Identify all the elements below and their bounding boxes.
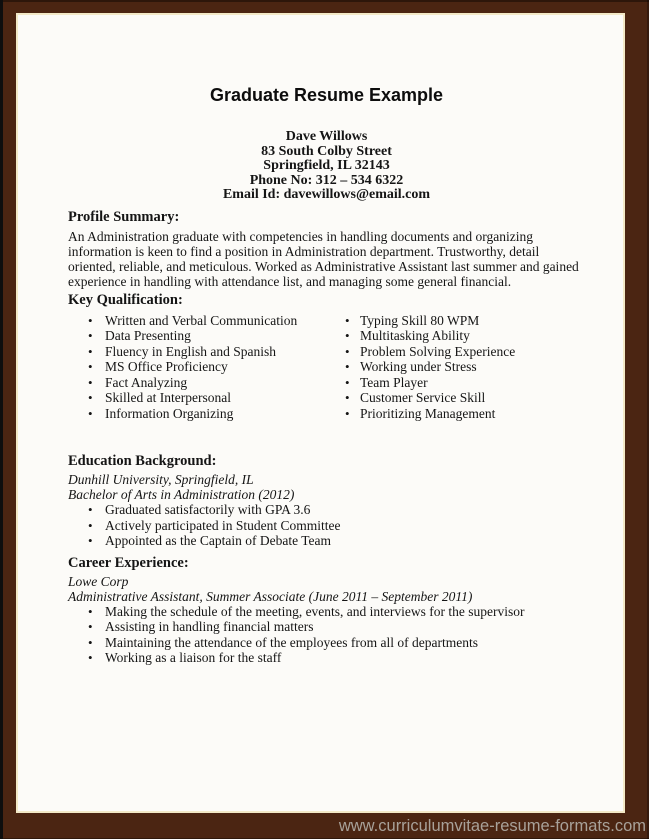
bullet-icon: • (88, 533, 93, 548)
list-item (345, 344, 585, 360)
education-school: Dunhill University, Springfield, IL (68, 472, 254, 487)
bullet-icon: • (88, 405, 93, 421)
list-item-text: Working as a liaison for the staff (105, 650, 282, 665)
contact-street: 83 South Colby Street (261, 143, 392, 159)
list-item-text: Skilled at Interpersonal (105, 390, 231, 405)
bullet-icon: • (345, 312, 350, 328)
list-item-text: Typing Skill 80 WPM (360, 312, 480, 328)
list-item-text: Customer Service Skill (360, 390, 486, 405)
list-item-text: Data Presenting (105, 328, 191, 343)
list-item (345, 359, 585, 375)
bullet-icon: • (88, 619, 93, 634)
career-list (68, 604, 585, 666)
list-item (68, 650, 585, 666)
contact-name: Dave Willows (285, 129, 368, 144)
list-item (345, 406, 585, 422)
list-item-text: Actively participated in Student Committee (105, 517, 341, 533)
list-item (68, 359, 345, 375)
bullet-icon: • (88, 634, 93, 650)
list-item (68, 533, 585, 549)
list-item-text: Working under Stress (360, 359, 477, 374)
list-item (345, 375, 585, 391)
section-heading-key-qualification: Key Qualification: (68, 291, 183, 308)
bullet-icon: • (345, 390, 350, 405)
list-item (68, 313, 345, 329)
education-details (68, 472, 585, 502)
contact-phone: Phone No: 312 – 534 6322 (249, 172, 404, 188)
bullet-icon: • (88, 359, 93, 374)
list-item-text: Written and Verbal Communication (105, 312, 298, 328)
list-item (68, 406, 345, 422)
list-item-text: Appointed as the Captain of Debate Team (105, 533, 331, 548)
qualification-list-right (345, 313, 585, 422)
profile-summary-text: An Administration graduate with competencies in handling documents and organizing information is keen to find a position in Administration department. Trustworthy, detail oriented, reliable, and meticulous. Worked as Administrative Assistant last summer and gained experience in handling with attendance list, and managing some general financial. (68, 228, 579, 289)
list-item (345, 328, 585, 344)
bullet-icon: • (88, 517, 93, 533)
bullet-icon: • (88, 343, 93, 359)
list-item (68, 604, 585, 620)
list-item-text: Information Organizing (105, 405, 234, 421)
career-role: Administrative Assistant, Summer Associate (June 2011 – September 2011) (68, 588, 473, 604)
contact-city: Springfield, IL 32143 (263, 158, 390, 173)
section-heading-profile-summary: Profile Summary: (68, 208, 180, 225)
contact-block (68, 130, 585, 203)
list-item-text: Fluency in English and Spanish (105, 343, 276, 359)
bullet-icon: • (88, 374, 93, 390)
list-item (68, 328, 345, 344)
bullet-icon: • (88, 312, 93, 328)
list-item (345, 390, 585, 406)
bullet-icon: • (88, 390, 93, 405)
list-item-text: Multitasking Ability (360, 328, 470, 343)
list-item-text: Problem Solving Experience (360, 343, 516, 359)
bullet-icon: • (88, 650, 93, 665)
list-item-text: Making the schedule of the meeting, events, and interviews for the supervisor (105, 603, 525, 619)
education-list (68, 502, 585, 549)
bullet-icon: • (345, 359, 350, 374)
section-heading-education: Education Background: (68, 453, 217, 469)
list-item-text: Team Player (360, 374, 428, 390)
bullet-icon: • (88, 502, 93, 517)
list-item (68, 390, 345, 406)
bullet-icon: • (88, 328, 93, 343)
qualification-list-left (68, 313, 345, 422)
list-item (68, 344, 345, 360)
list-item (68, 375, 345, 391)
key-qualification-columns (68, 313, 585, 422)
contact-email: Email Id: davewillows@email.com (222, 187, 431, 202)
list-item-text: Fact Analyzing (105, 374, 188, 390)
resume-page (16, 13, 625, 813)
bullet-icon: • (345, 343, 350, 359)
career-details (68, 574, 585, 604)
education-degree: Bachelor of Arts in Administration (2012) (68, 487, 295, 502)
list-item-text: Assisting in handling financial matters (105, 619, 314, 634)
list-item-text: Prioritizing Management (360, 405, 496, 421)
list-item (68, 619, 585, 635)
list-item (68, 635, 585, 651)
watermark-url: www.curriculumvitae-resume-formats.com (338, 817, 646, 835)
list-item (345, 313, 585, 329)
list-item-text: MS Office Proficiency (105, 359, 228, 374)
page-title: Graduate Resume Example (209, 85, 444, 105)
bullet-icon: • (88, 603, 93, 619)
list-item (68, 502, 585, 518)
list-item-text: Maintaining the attendance of the employees from all of departments (105, 634, 478, 650)
bullet-icon: • (345, 374, 350, 390)
resume-content (18, 85, 623, 666)
list-item (68, 518, 585, 534)
bullet-icon: • (345, 405, 350, 421)
bullet-icon: • (345, 328, 350, 343)
career-company: Lowe Corp (68, 573, 129, 589)
list-item-text: Graduated satisfactorily with GPA 3.6 (105, 502, 311, 517)
section-heading-career: Career Experience: (68, 554, 189, 571)
